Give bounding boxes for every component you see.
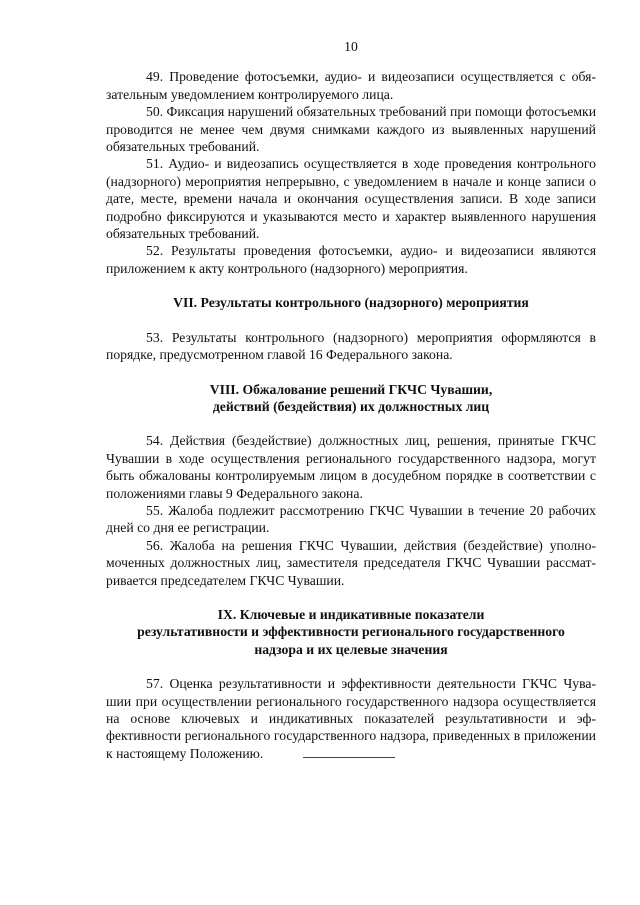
section-9-heading-line-2: результативности и эффективности регионального государственного <box>137 624 565 640</box>
page-number: 10 <box>344 39 358 54</box>
section-8-heading-line-1: VIII. Обжалование решений ГКЧС Чувашии, <box>209 381 493 397</box>
paragraph-49: 49. Проведение фотосъемки, аудио- и видеозаписи осуществляется с обязательным уведомлением контролируемого лица. <box>106 69 596 102</box>
section-9-heading-line-3: надзора и их целевые значения <box>254 641 448 657</box>
end-divider-line <box>303 757 395 758</box>
paragraph-55: 55. Жалоба подлежит рассмотрению ГКЧС Чувашии в течение 20 рабочих дней со дня ее регистрации. <box>106 502 596 536</box>
paragraph-51: 51. Аудио- и видеозапись осуществляется в ходе проведения контрольного (надзорного) мероприятия непрерывно, с уведомлением в начале и конце записи о дате, месте, времени начала и окончания осуществления записи. В ходе записи подробно фиксируются и указываются место и характер выявленного нарушения обязательных требований. <box>106 156 596 242</box>
section-9-heading-line-1: IX. Ключевые и индикативные показатели <box>217 606 485 622</box>
paragraph-57: 57. Оценка результативности и эффективности деятельности ГКЧС Чувашии при осуществлении регионального государственного надзора осуществляется на основе ключевых и индикативных показателей результативности и эффективности регионального государственного надзора, приведенных в приложении к настоящему Положению. <box>106 676 596 761</box>
section-7-heading <box>106 294 596 311</box>
paragraph-50: 50. Фиксация нарушений обязательных требований при помощи фотосъемки проводится не менее чем двумя снимками каждого из выявленных нарушений обязательных требований. <box>106 104 597 155</box>
paragraph-54: 54. Действия (бездействие) должностных лиц, решения, принятые ГКЧС Чувашии в ходе осуществления регионального государственного надзора, могут быть обжалованы контролируемым лицом в досудебном порядке в соответствии с положениями главы 9 Федерального закона. <box>106 433 596 501</box>
paragraph-53: 53. Результаты контрольного (надзорного) мероприятия оформляются в порядке, предусмотренном главой 16 Федерального закона. <box>106 329 596 363</box>
section-7-heading-line: VII. Результаты контрольного (надзорного) мероприятия <box>173 295 529 311</box>
section-8-heading <box>106 381 596 416</box>
paragraph-52: 52. Результаты проведения фотосъемки, аудио- и видеозаписи являются приложением к акту контрольного (надзорного) мероприятия. <box>106 243 596 276</box>
section-8-heading-line-2: действий (бездействия) их должностных лиц <box>212 398 490 414</box>
section-9-heading <box>106 606 596 658</box>
paragraph-56: 56. Жалоба на решения ГКЧС Чувашии, действия (бездействие) уполномоченных должностных лиц, заместителя председателя ГКЧС Чувашии рассматривается председателем ГКЧС Чувашии. <box>106 537 596 588</box>
